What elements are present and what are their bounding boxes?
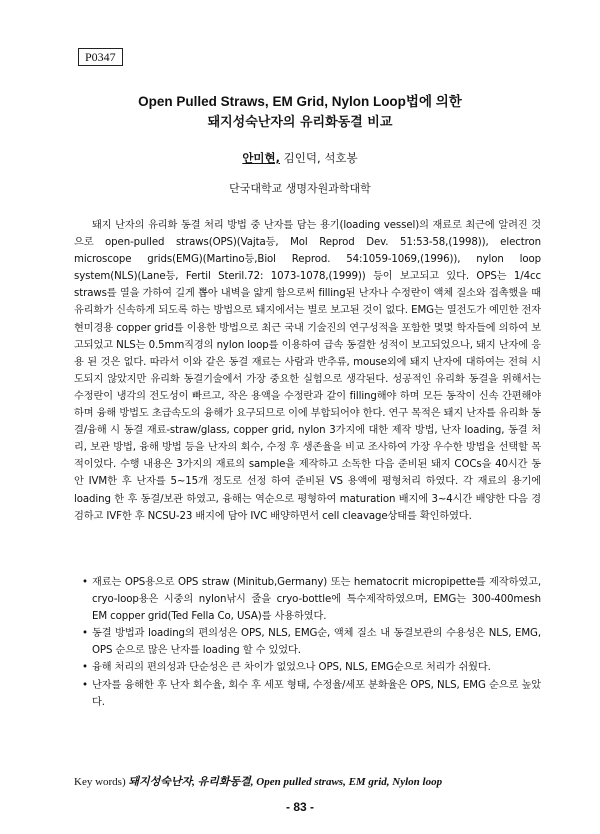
- bullet-icon: •: [82, 679, 88, 691]
- author-list: [0, 150, 600, 166]
- first-author: 안미현,: [242, 151, 281, 165]
- result-item-text: 융해 처리의 편의성과 단순성은 큰 차이가 없었으나 OPS, NLS, EMG순으로 처리가 쉬웠다.: [92, 662, 491, 674]
- result-item-text: 난자를 융해한 후 난자 회수율, 회수 후 세포 형태, 수정율/세포 분화율은 OPS, NLS, EMG 순으로 높았다.: [92, 679, 541, 708]
- bullet-icon: •: [82, 577, 88, 588]
- result-item-text: 재료는 OPS용으로 OPS straw (Minitub,Germany) 또는 hematocrit micropipette를 제작하였고, cryo-loop용은 시중의 nylon낚시 줄을 cryo-bottle에 특수제작하였으며, EMG는 300-400mesh EM copper grid(Ted Fella Co, USA)를 사용하였다.: [92, 577, 541, 623]
- results-list: [74, 574, 541, 711]
- result-item: [74, 677, 541, 711]
- result-item-text: 동결 방법과 loading의 편의성은 OPS, NLS, EMG순, 액체 질소 내 동결보관의 수용성은 NLS, EMG, OPS 순으로 많은 난자를 loading 할 수 있었다.: [92, 628, 541, 657]
- result-item: [74, 625, 541, 659]
- keywords-text: 돼지성숙난자, 유리화동결, Open pulled straws, EM grid, Nylon loop: [128, 776, 443, 788]
- affiliation: 단국대학교 생명자원과학대학: [229, 182, 371, 195]
- page-number: - 83 -: [285, 800, 314, 814]
- title-line-1: Open Pulled Straws, EM Grid, Nylon Loop법에 의한: [138, 94, 462, 109]
- keywords-line: [74, 774, 554, 790]
- keywords-label: Key words): [74, 776, 129, 788]
- title-line-2: 돼지성숙난자의 유리화동결 비교: [207, 115, 393, 130]
- abstract-body: 돼지 난자의 유리화 동결 처리 방법 중 난자를 담는 용기(loading vessel)의 재료로 최근에 알려진 것으로 open-pulled straws(OPS)(Vajta등, Mol Reprod Dev. 51:53-58,(1998)), electron microscope grids(EMG)(Martino등,Biol Reprod. 54:1059-1069,(1996)), nylon loop system(NLS)(Lane등, Fertil Steril.72: 1073-1078,(1999)) 등이 보고되고 있다. OPS는 1/4cc straws를 열을 가하여 길게 뽑아 내벽을 얇게 함으로써 filling된 난자나 수정란이 액체 질소와 접촉했을 때 유리화가 신속하게 되도록 하는 방법으로 돼지에서는 별로 보고된 것이 없다. EMG는 열전도가 예민한 전자현미경용 copper grid를 이용한 방법으로 최근 국내 기술진의 연구성적을 포함한 몇몇 학자들에 의하여 보고되었고 NLS는 0.5mm직경의 nylon loop를 이용하여 급속 동결한 성적이 보고되었으나, 돼지 난자에 응용 된 것은 없다. 따라서 이와 같은 동결 재료는 사람과 반추류, mouse외에 돼지 난자에 대하여는 전혀 시도되지 않았지만 유리화 동결기술에서 가장 중요한 실험으로 생각된다. 성공적인 유리화 동결을 위해서는 수정란이 냉각의 전도성이 빠르고, 작은 용액을 수정란과 같이 filling해야 하며 모든 동작이 신속 간편해야 하며 융해 방법도 초급속도의 융해가 요구되므로 이에 부합되어야 한다. 연구 목적은 돼지 난자를 유리화 동결/융해 시 동결 재료-straw/glass, copper grid, nylon 3가지에 대한 제작 방법, 난자 loading, 동결 처리, 보관 방법, 융해 방법 등을 난자의 회수, 수정 후 생존율을 비교 조사하여 가장 우수한 방법을 선택할 목적이었다. 수행 내용은 3가지의 재료의 sample을 제작하고 소독한 다음 준비된 돼지 COCs을 40시간 동안 IVM한 후 난자를 5~15개 정도로 선정 하여 준비된 VS 용액에 평형처리 하였다. 각 재료의 용기에 loading 한 후 동결/보관 하였고, 융해는 역순으로 평형하여 maturation 배지에 3~4시간 배양한 다음 경검하고 IVF한 후 NCSU-23 배지에 담아 IVC 배양하면서 cell cleavage상태를 확인하였다.: [74, 220, 541, 522]
- bullet-icon: •: [82, 662, 88, 674]
- co-authors: 김인덕, 석호봉: [280, 151, 358, 165]
- abstract-code-box: P0347: [78, 48, 123, 66]
- result-item: [74, 574, 541, 625]
- result-item: [74, 659, 541, 676]
- bullet-icon: •: [82, 628, 88, 640]
